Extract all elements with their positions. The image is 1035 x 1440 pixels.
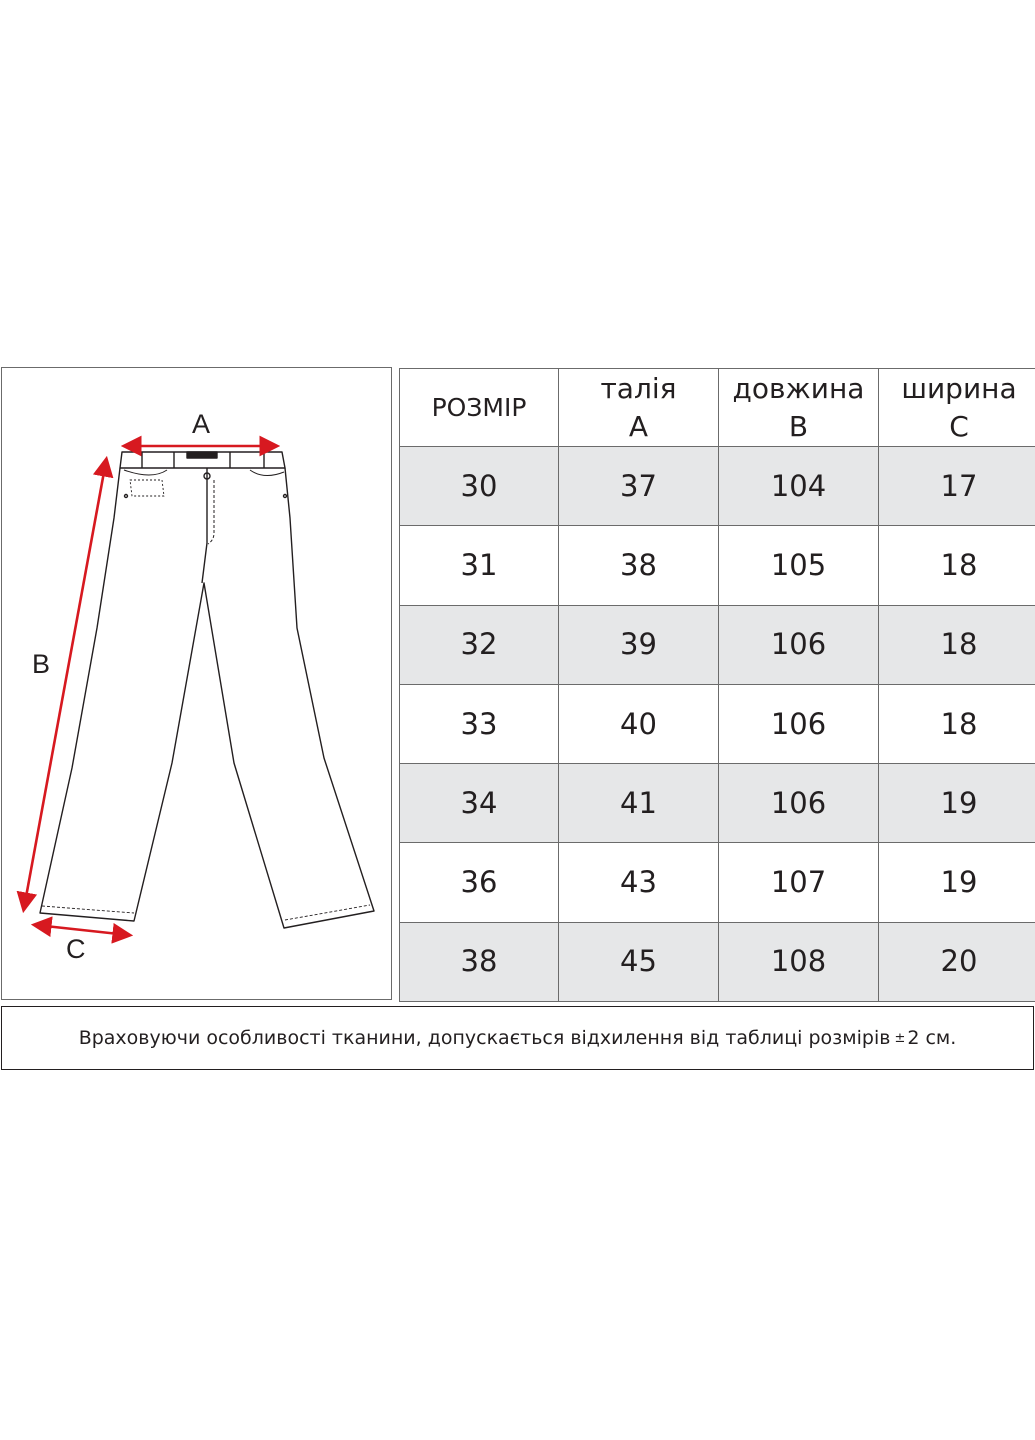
header-length-letter: B [788,409,809,443]
table-row [400,526,1035,605]
header-waist-letter: A [628,409,649,443]
header-width-letter: C [949,409,969,443]
cell-size: 38 [400,922,559,1001]
header-size [400,369,559,447]
pants-outline [40,452,374,928]
note-text-before: Враховуючи особливості тканини, допускається відхилення від таблиці розмірів [78,1027,891,1049]
header-width [879,369,1035,447]
cell-length: 108 [719,922,879,1001]
table-row [400,843,1035,922]
cell-waist: 43 [559,843,719,922]
cell-waist: 45 [559,922,719,1001]
cell-length: 106 [719,605,879,684]
cell-width: 19 [879,764,1035,843]
arrow-b [24,461,106,908]
cell-size: 33 [400,684,559,763]
cell-width: 17 [879,447,1035,526]
header-waist-label: талія [600,371,677,405]
cell-size: 34 [400,764,559,843]
cell-waist: 40 [559,684,719,763]
tolerance-note [1,1006,1034,1070]
cell-length: 105 [719,526,879,605]
label-a: A [192,409,211,439]
header-length [719,369,879,447]
table-row [400,684,1035,763]
header-waist [559,369,719,447]
table-row [400,922,1035,1001]
cell-width: 18 [879,526,1035,605]
cell-size: 30 [400,447,559,526]
table-row [400,605,1035,684]
table-row [400,447,1035,526]
cell-width: 19 [879,843,1035,922]
measure-arrows [24,446,275,935]
table-row [400,764,1035,843]
cell-waist: 37 [559,447,719,526]
cell-waist: 39 [559,605,719,684]
header-length-label: довжина [732,371,865,405]
pants-illustration [2,368,393,1001]
label-c: C [66,934,86,964]
cell-waist: 38 [559,526,719,605]
cell-length: 106 [719,764,879,843]
size-table [399,368,1035,1002]
header-size-label: РОЗМІР [431,393,527,423]
table-header-row [400,369,1035,447]
label-b: B [32,649,51,679]
cell-length: 107 [719,843,879,922]
cell-width: 18 [879,684,1035,763]
cell-width: 18 [879,605,1035,684]
cell-width: 20 [879,922,1035,1001]
pants-diagram [1,367,392,1000]
cell-length: 104 [719,447,879,526]
note-text-after: 2 см. [907,1027,957,1049]
header-width-label: ширина [901,371,1017,405]
plus-minus-sign: ± [894,1030,906,1046]
cell-size: 32 [400,605,559,684]
cell-length: 106 [719,684,879,763]
cell-waist: 41 [559,764,719,843]
cell-size: 36 [400,843,559,922]
cell-size: 31 [400,526,559,605]
